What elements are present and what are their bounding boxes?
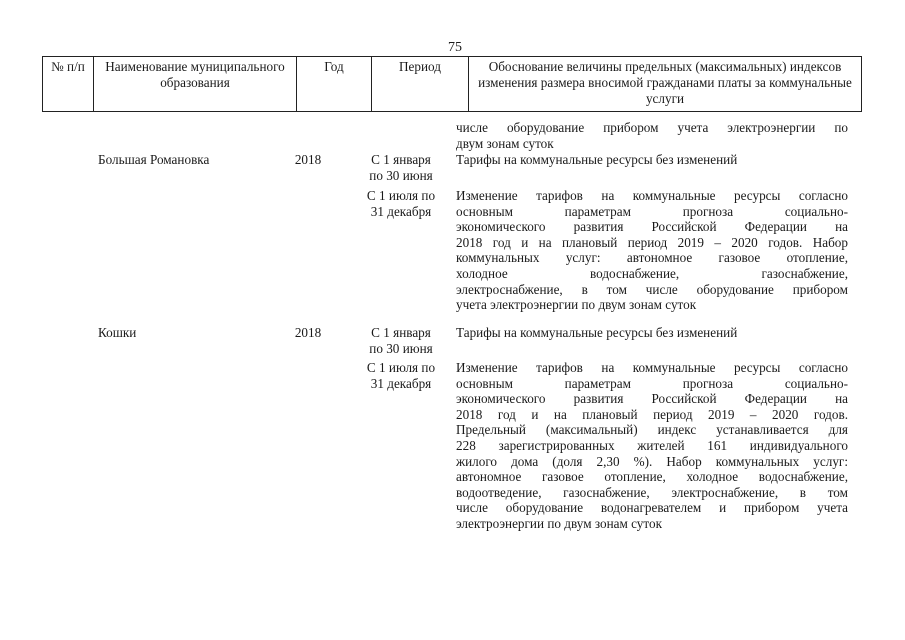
desc-line: жилого дома (доля 2,30 %). Набор коммунальных услуг:: [456, 453, 848, 469]
period-line: по 30 июня: [369, 340, 433, 356]
desc-line: Изменение тарифов на коммунальные ресурсы согласно: [456, 360, 848, 375]
period-line: С 1 июля по: [366, 188, 436, 203]
row-description-second-half: [456, 360, 848, 532]
header-col-period: Период: [372, 57, 469, 112]
period-line: 31 декабря: [370, 203, 432, 219]
header-col-number: № п/п: [43, 57, 94, 112]
page-number: 75: [448, 40, 462, 55]
desc-line: электроснабжение, в том числе оборудование прибором: [456, 281, 848, 297]
desc-line: Изменение тарифов на коммунальные ресурсы согласно: [456, 188, 848, 203]
period-line: С 1 января: [371, 325, 431, 340]
table-header: [42, 56, 862, 112]
row-year: 2018: [294, 152, 322, 167]
row-name: Кошки: [98, 325, 137, 340]
row-period-second-half: [358, 188, 444, 219]
desc-line: учета электроэнергии по двум зонам суток: [456, 297, 697, 313]
desc-line: электроэнергии по двум зонам суток: [456, 515, 662, 531]
desc-line: числе оборудование водонагревателем и прибором учета: [456, 500, 848, 516]
row-name: Большая Романовка: [98, 152, 210, 167]
desc-line: основным параметрам прогноза социально-: [456, 203, 848, 219]
period-line: 31 декабря: [370, 375, 432, 391]
period-line: С 1 января: [371, 152, 431, 167]
desc-line: коммунальных услуг: автономное газовое отопление,: [456, 250, 848, 266]
row-description-second-half: [456, 188, 848, 313]
period-line: С 1 июля по: [366, 360, 436, 375]
desc-line: экономического развития Российской Федерации на: [456, 219, 848, 235]
desc-line: 2018 год и на плановый период 2019 – 2020 годов. Набор: [456, 234, 848, 250]
continuation-line: двум зонам суток: [456, 135, 554, 151]
header-col-name: Наименование муниципального образования: [94, 57, 297, 112]
header-col-reason: Обоснование величины предельных (максимальных) индексов изменения размера вносимой гражданами платы за коммунальные услуги: [469, 57, 862, 112]
desc-line: 228 зарегистрированных жителей 161 индивидуального: [456, 437, 848, 453]
row-description-first-half: Тарифы на коммунальные ресурсы без изменений: [456, 152, 738, 167]
row-year: 2018: [294, 325, 322, 340]
desc-line: водоотведение, газоснабжение, электроснабжение, в том: [456, 484, 848, 500]
desc-line: основным параметрам прогноза социально-: [456, 375, 848, 391]
row-description-first-half: Тарифы на коммунальные ресурсы без изменений: [456, 325, 738, 340]
desc-line: 2018 год и на плановый период 2019 – 2020 годов.: [456, 406, 848, 422]
desc-line: Предельный (максимальный) индекс устанавливается для: [456, 422, 848, 438]
desc-line: экономического развития Российской Федерации на: [456, 391, 848, 407]
header-col-year: Год: [297, 57, 372, 112]
row-period-first-half: [358, 325, 444, 356]
desc-line: автономное газовое отопление, холодное водоснабжение,: [456, 469, 848, 485]
continuation-line: числе оборудование прибором учета электроэнергии по: [456, 120, 848, 135]
desc-line: холодное водоснабжение, газоснабжение,: [456, 265, 848, 281]
row-period-first-half: [358, 152, 444, 183]
period-line: по 30 июня: [369, 167, 433, 183]
continuation-text: [456, 120, 848, 151]
row-period-second-half: [358, 360, 444, 391]
